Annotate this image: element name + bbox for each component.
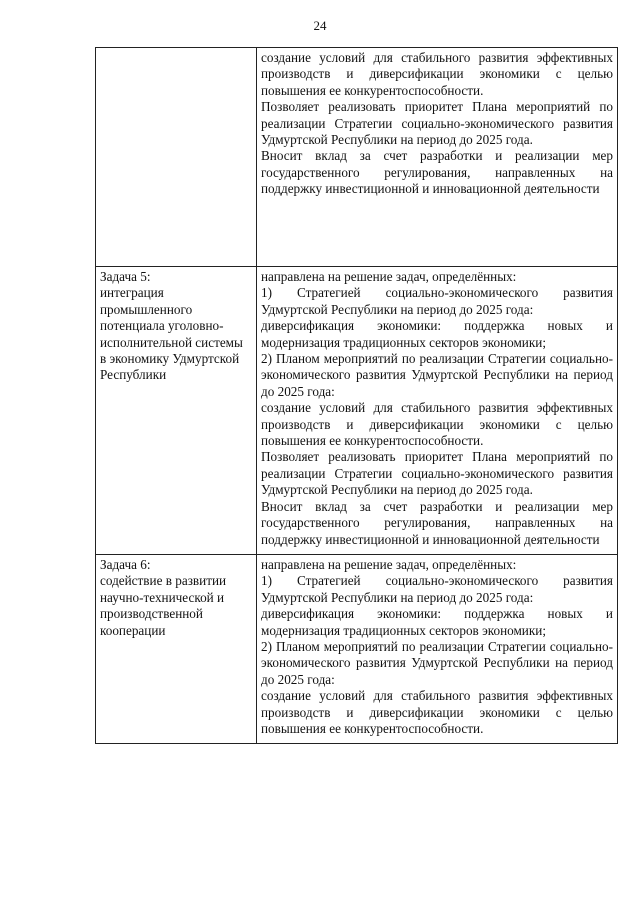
tasks-table — [95, 47, 618, 744]
description-paragraph: 1) Стратегией социально-экономического развития Удмуртской Республики на период до 2025 года: — [261, 573, 613, 605]
task-name: содействие в развитии научно-технической и производственной кооперации — [100, 573, 227, 638]
description-paragraph: направлена на решение задач, определённых: — [261, 269, 517, 284]
description-paragraph: диверсификация экономики: поддержка новых и модернизация традиционных секторов экономики; — [261, 318, 613, 350]
description-paragraph: Вносит вклад за счет разработки и реализации мер государственного регулирования, направленных на поддержку инвестиционной и инновационной деятельности — [261, 148, 613, 197]
description-paragraph: создание условий для стабильного развития эффективных производств и диверсификации экономики с целью повышения ее конкурентоспособности. — [261, 50, 613, 98]
description-paragraph: 2) Планом мероприятий по реализации Стратегии социально-экономического развития Удмуртской Республики на период до 2025 года: — [261, 638, 613, 687]
description-paragraph: 2) Планом мероприятий по реализации Стратегии социально-экономического развития Удмуртской Республики на период до 2025 года: — [261, 351, 613, 399]
description-paragraph: Позволяет реализовать приоритет Плана мероприятий по реализации Стратегии социально-экономического развития Удмуртской Республики на период до 2025 года. — [261, 99, 613, 148]
task-cell — [96, 48, 257, 267]
description-paragraph: 1) Стратегией социально-экономического развития Удмуртской Республики на период до 2025 года: — [261, 285, 613, 317]
page-number: 24 — [313, 18, 327, 33]
task-cell — [96, 554, 257, 743]
table-row — [96, 267, 618, 555]
task-label: Задача 5: — [100, 269, 151, 284]
table-row — [96, 554, 618, 743]
description-paragraph: Позволяет реализовать приоритет Плана мероприятий по реализации Стратегии социально-экономического развития Удмуртской Республики на период до 2025 года. — [261, 449, 613, 498]
task-label: Задача 6: — [100, 556, 151, 572]
description-paragraph: Вносит вклад за счет разработки и реализации мер государственного регулирования, направленных на поддержку инвестиционной и инновационной деятельности — [261, 498, 613, 547]
task-name: интеграция промышленного потенциала уголовно-исполнительной системы в экономику Удмуртской Республики — [100, 285, 243, 383]
description-cell — [257, 554, 618, 743]
description-paragraph: направлена на решение задач, определённых: — [261, 556, 517, 572]
description-paragraph: создание условий для стабильного развития эффективных производств и диверсификации экономики с целью повышения ее конкурентоспособности. — [261, 688, 613, 736]
description-paragraph: диверсификация экономики: поддержка новых и модернизация традиционных секторов экономики; — [261, 606, 613, 638]
task-cell — [96, 267, 257, 555]
description-paragraph: создание условий для стабильного развития эффективных производств и диверсификации экономики с целью повышения ее конкурентоспособности. — [261, 400, 613, 449]
description-cell — [257, 48, 618, 267]
description-cell — [257, 267, 618, 555]
table-row — [96, 48, 618, 267]
